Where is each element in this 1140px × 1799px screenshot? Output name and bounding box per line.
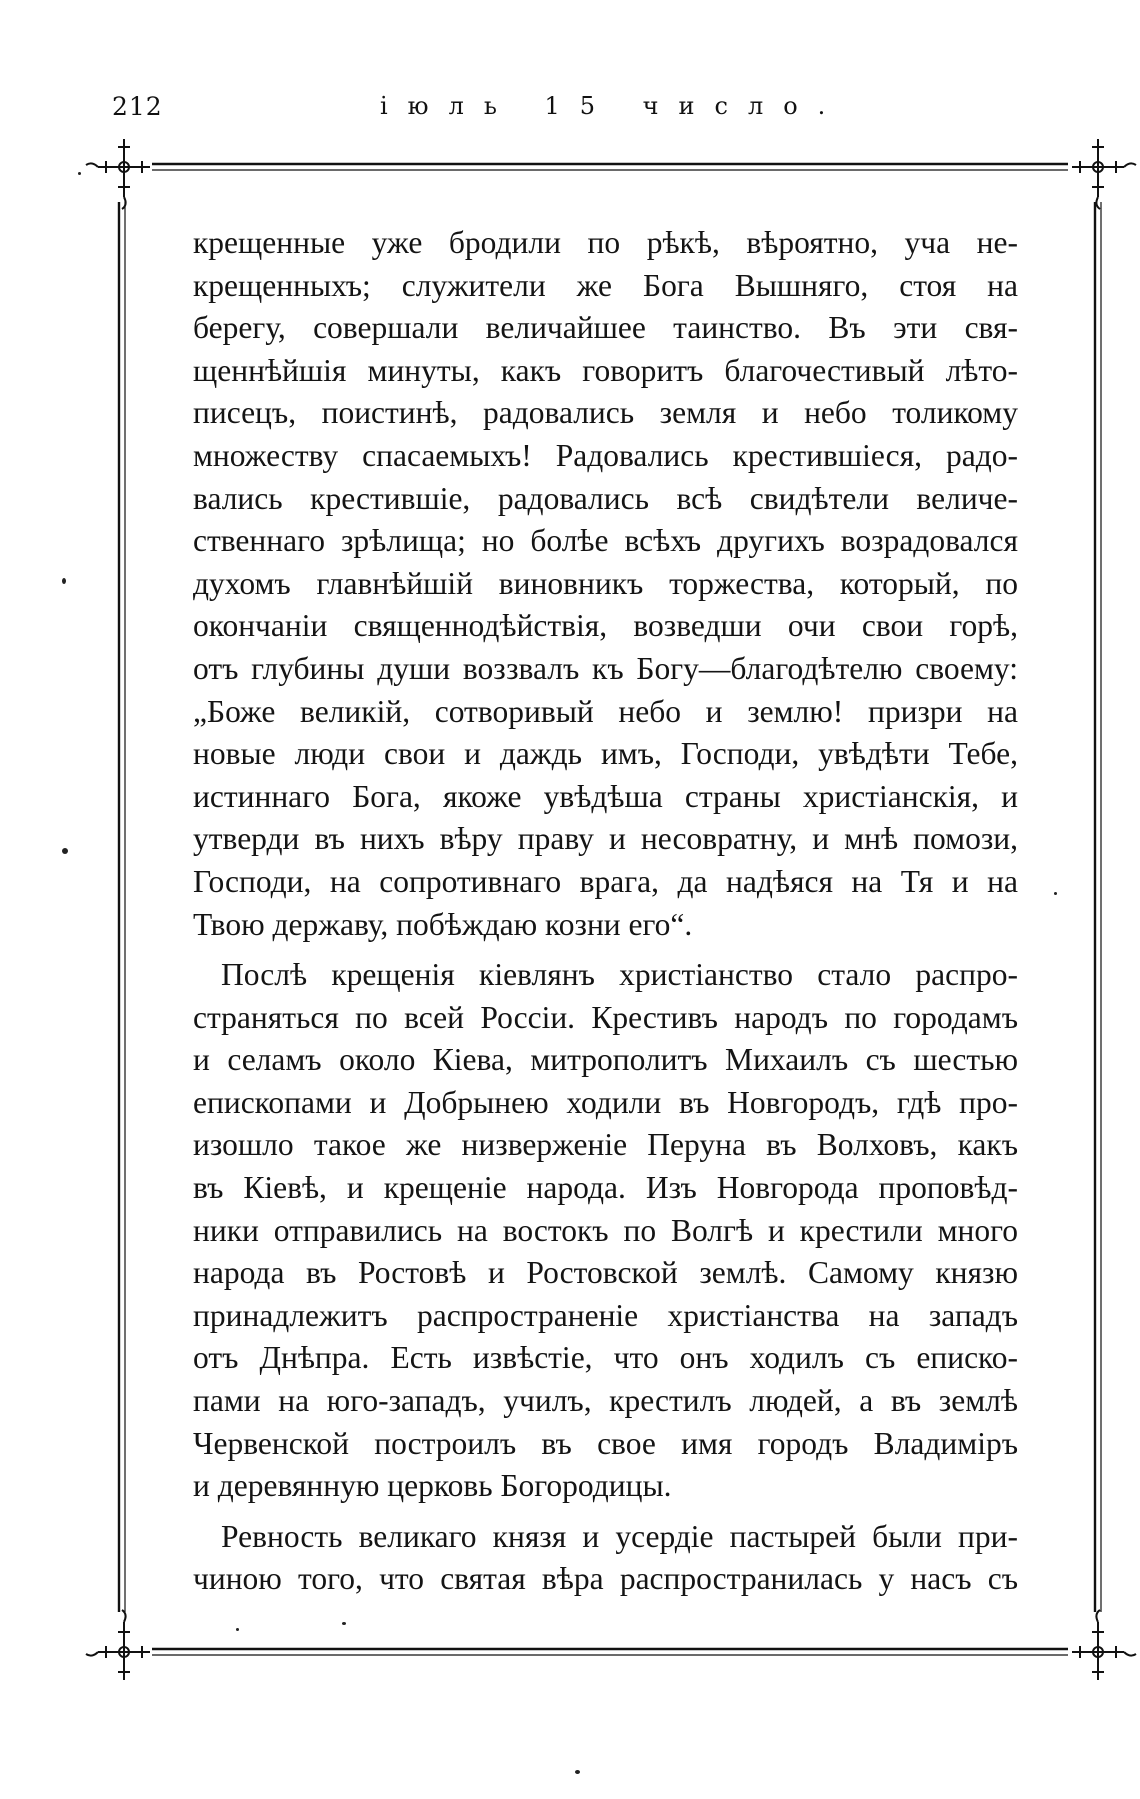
text-line: Послѣ крещенія кіевлянъ христіанство стало распро- <box>221 957 1018 993</box>
paragraph-1 <box>193 222 1018 946</box>
text-line: отъ глубины души воззвалъ къ Богу—благодѣтелю своему: <box>193 650 1018 686</box>
text-line: крещенные уже бродили по рѣкѣ, вѣроятно, уча не- <box>193 225 1018 260</box>
paragraph-3 <box>193 1516 1018 1601</box>
text-line: страняться по всей Россіи. Крестивъ народъ по городамъ <box>193 999 1018 1035</box>
text-line: народа въ Ростовѣ и Ростовской землѣ. Самому князю <box>193 1255 1018 1291</box>
scan-speck <box>575 1770 580 1774</box>
text-line: духомъ главнѣйшій виновникъ торжества, который, по <box>193 565 1018 601</box>
text-line: и деревянную церковь Богородицы. <box>193 1468 672 1504</box>
scan-speck <box>62 578 66 584</box>
text-line: писецъ, поистинѣ, радовались земля и небо толикому <box>193 395 1018 431</box>
text-line: новые люди свои и даждь имъ, Господи, увѣдѣти Тебе, <box>193 736 1018 772</box>
text-line: окончаніи священнодѣйствія, возведши очи свои горѣ, <box>193 608 1018 644</box>
scan-speck <box>1054 892 1057 895</box>
corner-ornament-bottom-left <box>86 1610 150 1680</box>
text-line: чиною того, что святая вѣра распространилась у насъ съ <box>193 1561 1018 1597</box>
text-line: Господи, на сопротивнаго врага, да надѣяся на Тя и на <box>193 863 1018 899</box>
text-line: ники отправились на востокъ по Волгѣ и крестили много <box>193 1212 1018 1248</box>
text-line: вались крестившіе, радовались всѣ свидѣтели величе- <box>193 480 1018 516</box>
text-line: берегу, совершали величайшее таинство. Въ эти свя- <box>193 310 1018 346</box>
text-line: изошло такое же низверженіе Перуна въ Волховъ, какъ <box>193 1127 1018 1163</box>
page-body-text <box>193 222 1018 1597</box>
text-line: крещенныхъ; служители же Бога Вышняго, стоя на <box>193 267 1018 303</box>
text-line: щеннѣйшія минуты, какъ говоритъ благочестивый лѣто- <box>193 352 1018 388</box>
text-line: Червенской построилъ въ свое имя городъ Владиміръ <box>193 1425 1018 1461</box>
scan-speck <box>236 1628 239 1631</box>
text-line: истиннаго Бога, якоже увѣдѣша страны христіанскія, и <box>193 778 1018 814</box>
text-line: епископами и Добрынею ходили въ Новгородъ, гдѣ про- <box>193 1084 1018 1120</box>
text-line: и селамъ около Кіева, митрополитъ Михаилъ съ шестью <box>193 1042 1018 1078</box>
page-number: 212 <box>112 92 163 121</box>
scan-speck <box>342 1622 346 1625</box>
scan-speck <box>78 172 81 175</box>
text-line: множеству спасаемыхъ! Радовались крестившіеся, радо- <box>193 437 1018 473</box>
text-line: въ Кіевѣ, и крещеніе народа. Изъ Новгорода проповѣд- <box>193 1170 1018 1206</box>
text-line: принадлежитъ распространеніе христіанства на западъ <box>193 1297 1018 1333</box>
text-line: Твою державу, побѣждаю козни его“. <box>193 906 693 942</box>
text-line: пами на юго-западъ, училъ, крестилъ людей, а въ землѣ <box>193 1383 1018 1419</box>
text-line: ственнаго зрѣлища; но болѣе всѣхъ другихъ возрадовался <box>193 523 1018 559</box>
scan-speck <box>62 848 68 854</box>
corner-ornament-top-right <box>1072 139 1136 209</box>
running-title: іюль 15 число. <box>380 92 846 120</box>
text-line: „Боже великій, сотворивый небо и землю! призри на <box>193 693 1018 729</box>
text-line: Ревность великаго князя и усердіе пастырей были при- <box>221 1518 1018 1554</box>
text-line: утверди въ нихъ вѣру праву и несовратну, и мнѣ помози, <box>193 821 1018 857</box>
paragraph-2 <box>193 954 1018 1508</box>
corner-ornament-bottom-right <box>1072 1610 1136 1680</box>
corner-ornament-top-left <box>86 139 150 209</box>
text-line: отъ Днѣпра. Есть извѣстіе, что онъ ходилъ съ еписко- <box>193 1340 1018 1376</box>
